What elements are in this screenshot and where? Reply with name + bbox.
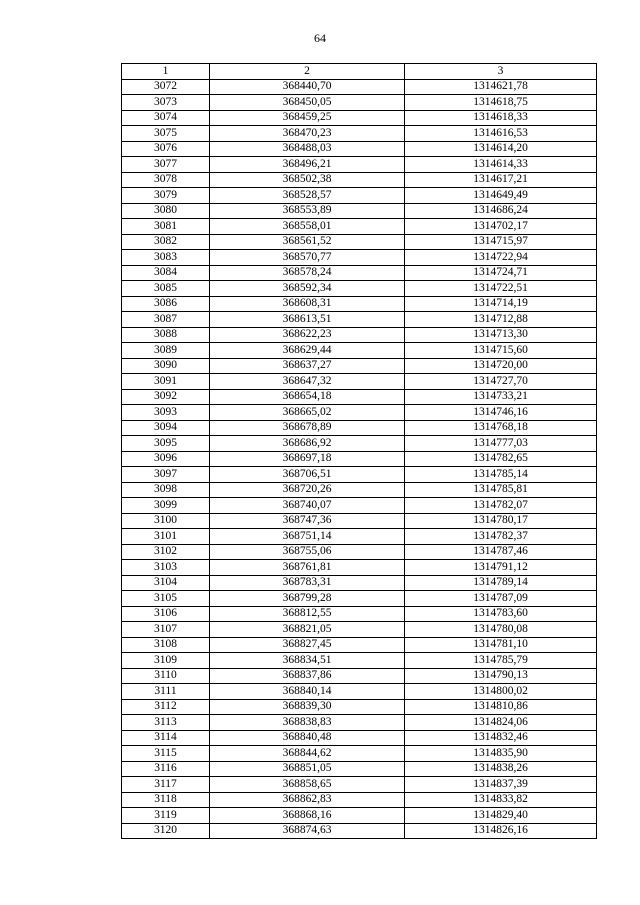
table-row <box>122 374 597 390</box>
y-coordinate-cell: 1314714,19 <box>405 296 597 312</box>
table-row <box>122 110 597 126</box>
table-row <box>122 482 597 498</box>
x-coordinate-cell: 368755,06 <box>210 544 405 560</box>
header-row <box>122 64 597 80</box>
table-row <box>122 761 597 777</box>
x-coordinate-cell: 368570,77 <box>210 250 405 266</box>
x-coordinate-cell: 368629,44 <box>210 343 405 359</box>
table-row <box>122 343 597 359</box>
x-coordinate-cell: 368654,18 <box>210 389 405 405</box>
table-row <box>122 715 597 731</box>
table-row <box>122 172 597 188</box>
y-coordinate-cell: 1314787,46 <box>405 544 597 560</box>
y-coordinate-cell: 1314785,79 <box>405 653 597 669</box>
y-coordinate-cell: 1314621,78 <box>405 79 597 95</box>
table-row <box>122 141 597 157</box>
table-row <box>122 188 597 204</box>
y-coordinate-cell: 1314722,94 <box>405 250 597 266</box>
y-coordinate-cell: 1314720,00 <box>405 358 597 374</box>
x-coordinate-cell: 368578,24 <box>210 265 405 281</box>
x-coordinate-cell: 368440,70 <box>210 79 405 95</box>
x-coordinate-cell: 368502,38 <box>210 172 405 188</box>
table-row <box>122 560 597 576</box>
table-row <box>122 312 597 328</box>
point-number-cell: 3106 <box>122 606 210 622</box>
point-number-cell: 3118 <box>122 792 210 808</box>
table-row <box>122 467 597 483</box>
table-row <box>122 358 597 374</box>
point-number-cell: 3077 <box>122 157 210 173</box>
y-coordinate-cell: 1314826,16 <box>405 823 597 839</box>
table-row <box>122 808 597 824</box>
point-number-cell: 3083 <box>122 250 210 266</box>
x-coordinate-cell: 368858,65 <box>210 777 405 793</box>
x-coordinate-cell: 368844,62 <box>210 746 405 762</box>
x-coordinate-cell: 368697,18 <box>210 451 405 467</box>
x-coordinate-cell: 368868,16 <box>210 808 405 824</box>
table-row <box>122 234 597 250</box>
y-coordinate-cell: 1314746,16 <box>405 405 597 421</box>
y-coordinate-cell: 1314782,37 <box>405 529 597 545</box>
point-number-cell: 3100 <box>122 513 210 529</box>
y-coordinate-cell: 1314617,21 <box>405 172 597 188</box>
x-coordinate-cell: 368834,51 <box>210 653 405 669</box>
point-number-cell: 3081 <box>122 219 210 235</box>
x-coordinate-cell: 368561,52 <box>210 234 405 250</box>
y-coordinate-cell: 1314824,06 <box>405 715 597 731</box>
y-coordinate-cell: 1314791,12 <box>405 560 597 576</box>
x-coordinate-cell: 368821,05 <box>210 622 405 638</box>
point-number-cell: 3114 <box>122 730 210 746</box>
coordinates-table <box>121 63 597 839</box>
x-coordinate-cell: 368837,86 <box>210 668 405 684</box>
point-number-cell: 3097 <box>122 467 210 483</box>
table-row <box>122 296 597 312</box>
y-coordinate-cell: 1314783,60 <box>405 606 597 622</box>
y-coordinate-cell: 1314618,33 <box>405 110 597 126</box>
x-coordinate-cell: 368840,48 <box>210 730 405 746</box>
point-number-cell: 3115 <box>122 746 210 762</box>
point-number-cell: 3095 <box>122 436 210 452</box>
column-header-3: 3 <box>405 64 597 80</box>
point-number-cell: 3074 <box>122 110 210 126</box>
x-coordinate-cell: 368686,92 <box>210 436 405 452</box>
y-coordinate-cell: 1314715,97 <box>405 234 597 250</box>
y-coordinate-cell: 1314800,02 <box>405 684 597 700</box>
x-coordinate-cell: 368838,83 <box>210 715 405 731</box>
y-coordinate-cell: 1314835,90 <box>405 746 597 762</box>
x-coordinate-cell: 368812,55 <box>210 606 405 622</box>
x-coordinate-cell: 368622,23 <box>210 327 405 343</box>
point-number-cell: 3073 <box>122 95 210 111</box>
x-coordinate-cell: 368761,81 <box>210 560 405 576</box>
y-coordinate-cell: 1314780,17 <box>405 513 597 529</box>
point-number-cell: 3088 <box>122 327 210 343</box>
y-coordinate-cell: 1314782,07 <box>405 498 597 514</box>
y-coordinate-cell: 1314790,13 <box>405 668 597 684</box>
y-coordinate-cell: 1314768,18 <box>405 420 597 436</box>
table-row <box>122 823 597 839</box>
x-coordinate-cell: 368608,31 <box>210 296 405 312</box>
point-number-cell: 3090 <box>122 358 210 374</box>
x-coordinate-cell: 368528,57 <box>210 188 405 204</box>
point-number-cell: 3075 <box>122 126 210 142</box>
point-number-cell: 3109 <box>122 653 210 669</box>
y-coordinate-cell: 1314614,33 <box>405 157 597 173</box>
y-coordinate-cell: 1314810,86 <box>405 699 597 715</box>
table-row <box>122 79 597 95</box>
x-coordinate-cell: 368751,14 <box>210 529 405 545</box>
y-coordinate-cell: 1314686,24 <box>405 203 597 219</box>
x-coordinate-cell: 368839,30 <box>210 699 405 715</box>
x-coordinate-cell: 368678,89 <box>210 420 405 436</box>
table-row <box>122 405 597 421</box>
point-number-cell: 3089 <box>122 343 210 359</box>
point-number-cell: 3116 <box>122 761 210 777</box>
x-coordinate-cell: 368558,01 <box>210 219 405 235</box>
point-number-cell: 3110 <box>122 668 210 684</box>
point-number-cell: 3086 <box>122 296 210 312</box>
y-coordinate-cell: 1314782,65 <box>405 451 597 467</box>
y-coordinate-cell: 1314838,26 <box>405 761 597 777</box>
point-number-cell: 3108 <box>122 637 210 653</box>
point-number-cell: 3113 <box>122 715 210 731</box>
x-coordinate-cell: 368706,51 <box>210 467 405 483</box>
table-row <box>122 606 597 622</box>
x-coordinate-cell: 368851,05 <box>210 761 405 777</box>
point-number-cell: 3105 <box>122 591 210 607</box>
x-coordinate-cell: 368637,27 <box>210 358 405 374</box>
point-number-cell: 3087 <box>122 312 210 328</box>
y-coordinate-cell: 1314614,20 <box>405 141 597 157</box>
point-number-cell: 3101 <box>122 529 210 545</box>
y-coordinate-cell: 1314829,40 <box>405 808 597 824</box>
point-number-cell: 3076 <box>122 141 210 157</box>
table-row <box>122 777 597 793</box>
table-row <box>122 265 597 281</box>
point-number-cell: 3092 <box>122 389 210 405</box>
x-coordinate-cell: 368720,26 <box>210 482 405 498</box>
x-coordinate-cell: 368553,89 <box>210 203 405 219</box>
x-coordinate-cell: 368459,25 <box>210 110 405 126</box>
table-row <box>122 451 597 467</box>
table-body <box>122 79 597 839</box>
point-number-cell: 3120 <box>122 823 210 839</box>
table-row <box>122 575 597 591</box>
table-row <box>122 637 597 653</box>
table-row <box>122 699 597 715</box>
y-coordinate-cell: 1314712,88 <box>405 312 597 328</box>
y-coordinate-cell: 1314733,21 <box>405 389 597 405</box>
x-coordinate-cell: 368783,31 <box>210 575 405 591</box>
y-coordinate-cell: 1314787,09 <box>405 591 597 607</box>
x-coordinate-cell: 368488,03 <box>210 141 405 157</box>
point-number-cell: 3094 <box>122 420 210 436</box>
x-coordinate-cell: 368740,07 <box>210 498 405 514</box>
y-coordinate-cell: 1314777,03 <box>405 436 597 452</box>
point-number-cell: 3119 <box>122 808 210 824</box>
point-number-cell: 3093 <box>122 405 210 421</box>
y-coordinate-cell: 1314789,14 <box>405 575 597 591</box>
point-number-cell: 3117 <box>122 777 210 793</box>
point-number-cell: 3079 <box>122 188 210 204</box>
x-coordinate-cell: 368647,32 <box>210 374 405 390</box>
y-coordinate-cell: 1314727,70 <box>405 374 597 390</box>
y-coordinate-cell: 1314713,30 <box>405 327 597 343</box>
table-row <box>122 684 597 700</box>
x-coordinate-cell: 368613,51 <box>210 312 405 328</box>
x-coordinate-cell: 368665,02 <box>210 405 405 421</box>
table-row <box>122 591 597 607</box>
table-row <box>122 792 597 808</box>
y-coordinate-cell: 1314833,82 <box>405 792 597 808</box>
table-row <box>122 730 597 746</box>
table-row <box>122 157 597 173</box>
table-row <box>122 126 597 142</box>
point-number-cell: 3103 <box>122 560 210 576</box>
y-coordinate-cell: 1314618,75 <box>405 95 597 111</box>
table-row <box>122 281 597 297</box>
y-coordinate-cell: 1314722,51 <box>405 281 597 297</box>
table-row <box>122 544 597 560</box>
column-header-2: 2 <box>210 64 405 80</box>
point-number-cell: 3072 <box>122 79 210 95</box>
point-number-cell: 3112 <box>122 699 210 715</box>
table-row <box>122 746 597 762</box>
point-number-cell: 3099 <box>122 498 210 514</box>
y-coordinate-cell: 1314780,08 <box>405 622 597 638</box>
y-coordinate-cell: 1314616,53 <box>405 126 597 142</box>
table-row <box>122 203 597 219</box>
table-row <box>122 513 597 529</box>
x-coordinate-cell: 368496,21 <box>210 157 405 173</box>
table-row <box>122 529 597 545</box>
table-row <box>122 250 597 266</box>
y-coordinate-cell: 1314785,81 <box>405 482 597 498</box>
x-coordinate-cell: 368874,63 <box>210 823 405 839</box>
point-number-cell: 3080 <box>122 203 210 219</box>
y-coordinate-cell: 1314781,10 <box>405 637 597 653</box>
table-row <box>122 219 597 235</box>
point-number-cell: 3078 <box>122 172 210 188</box>
x-coordinate-cell: 368799,28 <box>210 591 405 607</box>
point-number-cell: 3111 <box>122 684 210 700</box>
x-coordinate-cell: 368827,45 <box>210 637 405 653</box>
point-number-cell: 3085 <box>122 281 210 297</box>
x-coordinate-cell: 368747,36 <box>210 513 405 529</box>
table-row <box>122 389 597 405</box>
y-coordinate-cell: 1314649,49 <box>405 188 597 204</box>
point-number-cell: 3091 <box>122 374 210 390</box>
x-coordinate-cell: 368592,34 <box>210 281 405 297</box>
table-row <box>122 668 597 684</box>
y-coordinate-cell: 1314724,71 <box>405 265 597 281</box>
column-header-1: 1 <box>122 64 210 80</box>
point-number-cell: 3107 <box>122 622 210 638</box>
table-row <box>122 327 597 343</box>
y-coordinate-cell: 1314702,17 <box>405 219 597 235</box>
x-coordinate-cell: 368450,05 <box>210 95 405 111</box>
y-coordinate-cell: 1314837,39 <box>405 777 597 793</box>
y-coordinate-cell: 1314832,46 <box>405 730 597 746</box>
point-number-cell: 3096 <box>122 451 210 467</box>
y-coordinate-cell: 1314785,14 <box>405 467 597 483</box>
x-coordinate-cell: 368840,14 <box>210 684 405 700</box>
page-number: 64 <box>314 31 326 45</box>
table-row <box>122 498 597 514</box>
table-row <box>122 436 597 452</box>
point-number-cell: 3084 <box>122 265 210 281</box>
point-number-cell: 3104 <box>122 575 210 591</box>
point-number-cell: 3082 <box>122 234 210 250</box>
table-header <box>122 64 597 80</box>
table-row <box>122 653 597 669</box>
y-coordinate-cell: 1314715,60 <box>405 343 597 359</box>
table-row <box>122 95 597 111</box>
point-number-cell: 3102 <box>122 544 210 560</box>
point-number-cell: 3098 <box>122 482 210 498</box>
x-coordinate-cell: 368470,23 <box>210 126 405 142</box>
table-row <box>122 420 597 436</box>
table-row <box>122 622 597 638</box>
x-coordinate-cell: 368862,83 <box>210 792 405 808</box>
